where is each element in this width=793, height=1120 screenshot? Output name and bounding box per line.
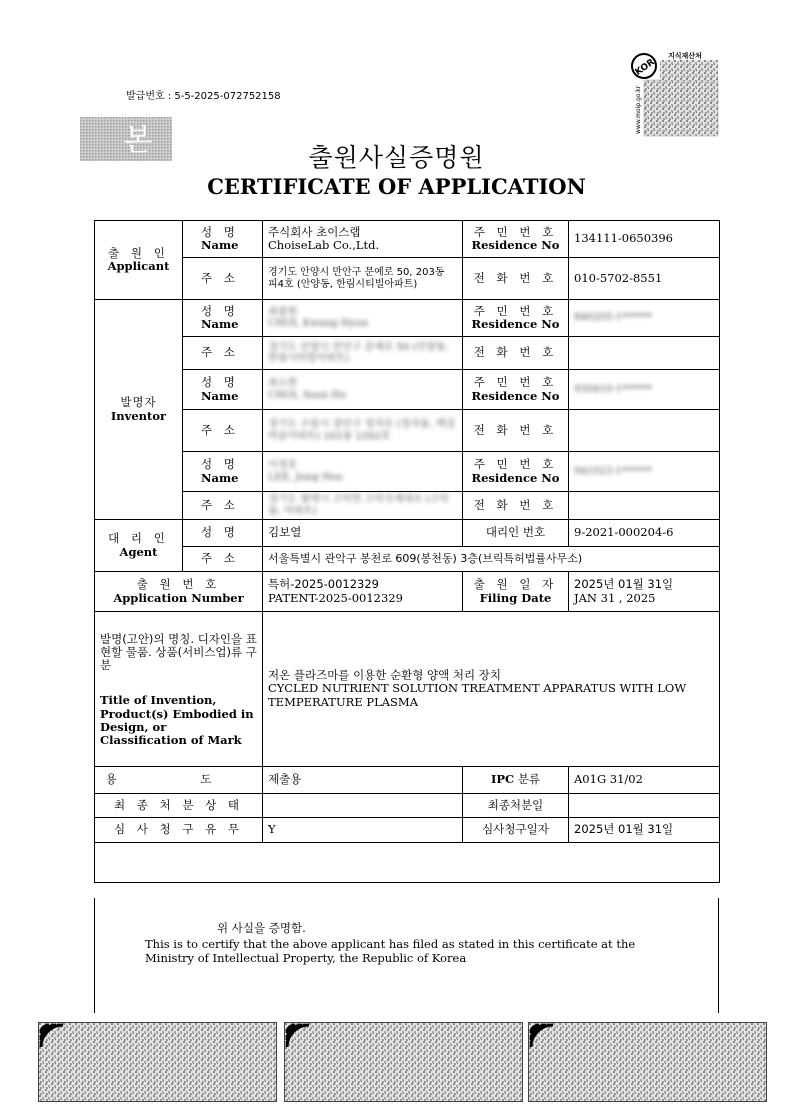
inventor-name: 최소현 CHOI, Soon Ho xyxy=(263,370,463,410)
inventor-residence-no: 840205-1****** xyxy=(569,300,720,337)
name-label: 성 명 Name xyxy=(183,221,263,258)
phone-label: 전 화 번 호 xyxy=(463,337,569,370)
inventor-address: 경기도 안양시 만안구 문예로 50 (안양동, 한림시티빌아파트) xyxy=(263,337,463,370)
final-status-value xyxy=(263,794,463,818)
address-label: 주 소 xyxy=(183,258,263,300)
address-label: 주 소 xyxy=(183,337,263,370)
residence-label: 주 민 번 호 Residence No xyxy=(463,370,569,410)
residence-label: 주 민 번 호 Residence No xyxy=(463,452,569,492)
inventor-residence-no: 941023-1****** xyxy=(569,452,720,492)
agent-row-name xyxy=(95,520,720,547)
logo-org-label: 지식재산처 xyxy=(668,52,702,60)
ipc-label: IPC 분류 xyxy=(463,767,569,794)
inventor-name: 이정호 LEE, Jung Hoo xyxy=(263,452,463,492)
applicant-address: 경기도 안양시 만안구 문예로 50, 203동 피4호 (안양동, 한림시티빌아파트) xyxy=(263,258,463,300)
address-label: 주 소 xyxy=(183,547,263,572)
phone-label: 전 화 번 호 xyxy=(463,410,569,452)
inventor-row-name xyxy=(95,300,720,337)
exam-request-label: 심 사 청 구 유 무 xyxy=(95,818,263,843)
final-date-label: 최종처분일 xyxy=(463,794,569,818)
ipc-value: A01G 31/02 xyxy=(569,767,720,794)
certificate-table xyxy=(94,220,720,883)
name-label: 성 명 xyxy=(183,520,263,547)
logo-site-text: www.moip.go.kr xyxy=(635,85,642,134)
invention-title: 저온 플라즈마를 이용한 순환형 양액 처리 장치 CYCLED NUTRIENT SOLUTION TREATMENT APPARATUS WITH LOW TEMPERATURE PLASMA xyxy=(263,612,720,767)
logo-emblem-text: KOR xyxy=(633,57,657,78)
applicant-residence-no: 134111-0650396 xyxy=(569,221,720,258)
inventor-name: 최광현 CHOI, Kwang Hyun xyxy=(263,300,463,337)
issue-number: 발급번호 : 5-5-2025-072752158 xyxy=(126,91,281,102)
filing-date-label: 출 원 일 자 Filing Date xyxy=(463,572,569,612)
inventor-row-address xyxy=(95,337,720,370)
certification-english: This is to certify that the above applicant has filed as stated in this certificate at the Ministry of Intellectual Property, the Republic of Korea xyxy=(145,937,636,965)
phone-label: 전 화 번 호 xyxy=(463,492,569,520)
invention-title-row xyxy=(95,612,720,767)
title-english: CERTIFICATE OF APPLICATION xyxy=(207,174,586,199)
applicant-label: 출 원 인 Applicant xyxy=(95,221,183,300)
inventor-phone xyxy=(569,492,720,520)
inventor-phone xyxy=(569,410,720,452)
residence-label: 주 민 번 호 Residence No xyxy=(463,221,569,258)
security-code-1 xyxy=(38,1022,277,1102)
application-number-label: 출 원 번 호 Application Number xyxy=(95,572,263,612)
inventor-row-name xyxy=(95,370,720,410)
exam-date-value: 2025년 01월 31일 xyxy=(569,818,720,843)
inventor-row-name xyxy=(95,452,720,492)
address-label: 주 소 xyxy=(183,492,263,520)
agent-name: 김보열 xyxy=(263,520,463,547)
inventor-address: 경기도 평택시 고덕면 고덕국제대로 (고덕동, 아파트) xyxy=(263,492,463,520)
name-label: 성 명 Name xyxy=(183,300,263,337)
inventor-phone xyxy=(569,337,720,370)
name-label: 성 명 Name xyxy=(183,370,263,410)
address-label: 주 소 xyxy=(183,410,263,452)
agent-row-address xyxy=(95,547,720,572)
agent-number: 9-2021-000204-6 xyxy=(569,520,720,547)
copy-mark-text: 본 xyxy=(123,123,153,158)
application-number: 특허-2025-0012329 PATENT-2025-0012329 xyxy=(263,572,463,612)
final-status-label: 최 종 처 분 상 태 xyxy=(95,794,263,818)
agent-address: 서울특별시 관악구 봉천로 609(봉천동) 3층(브릭특허법률사무소) xyxy=(263,547,720,572)
name-label: 성 명 Name xyxy=(183,452,263,492)
use-label: 용 도 xyxy=(95,767,263,794)
security-code-3 xyxy=(528,1022,767,1102)
inventor-row-address xyxy=(95,410,720,452)
title-korean: 출원사실증명원 xyxy=(308,143,485,172)
applicant-name: 주식회사 초이스랩 ChoiseLab Co.,Ltd. xyxy=(263,221,463,258)
use-value: 제출용 xyxy=(263,767,463,794)
filing-date: 2025년 01월 31일 JAN 31 , 2025 xyxy=(569,572,720,612)
final-date-value xyxy=(569,794,720,818)
use-row xyxy=(95,767,720,794)
application-number-row xyxy=(95,572,720,612)
final-status-row xyxy=(95,794,720,818)
exam-date-label: 심사청구일자 xyxy=(463,818,569,843)
inventor-row-address xyxy=(95,492,720,520)
kipo-logo xyxy=(620,48,720,138)
agent-label: 대 리 인 Agent xyxy=(95,520,183,572)
exam-request-value: Y xyxy=(263,818,463,843)
applicant-row-name xyxy=(95,221,720,258)
certification-box xyxy=(94,898,719,1013)
inventor-residence-no: 930410-1****** xyxy=(569,370,720,410)
inventor-label: 발명자 Inventor xyxy=(95,300,183,520)
certification-korean: 위 사실을 증명함. xyxy=(217,921,306,935)
blank-cell xyxy=(95,843,720,883)
agent-number-label: 대리인 번호 xyxy=(463,520,569,547)
security-code-2 xyxy=(284,1022,523,1102)
inventor-address: 경기도 수원시 장안구 정자로 (정자동, 백설마을아파트) 101동 1202호 xyxy=(263,410,463,452)
blank-row xyxy=(95,843,720,883)
residence-label: 주 민 번 호 Residence No xyxy=(463,300,569,337)
exam-request-row xyxy=(95,818,720,843)
invention-title-label: 발명(고안)의 명칭. 디자인을 표현할 물품. 상품(서비스업)류 구분 Title of Invention, Product(s) Embodied in Design, or Classification of Mark xyxy=(95,612,263,767)
phone-label: 전 화 번 호 xyxy=(463,258,569,300)
applicant-phone: 010-5702-8551 xyxy=(569,258,720,300)
applicant-row-address xyxy=(95,258,720,300)
